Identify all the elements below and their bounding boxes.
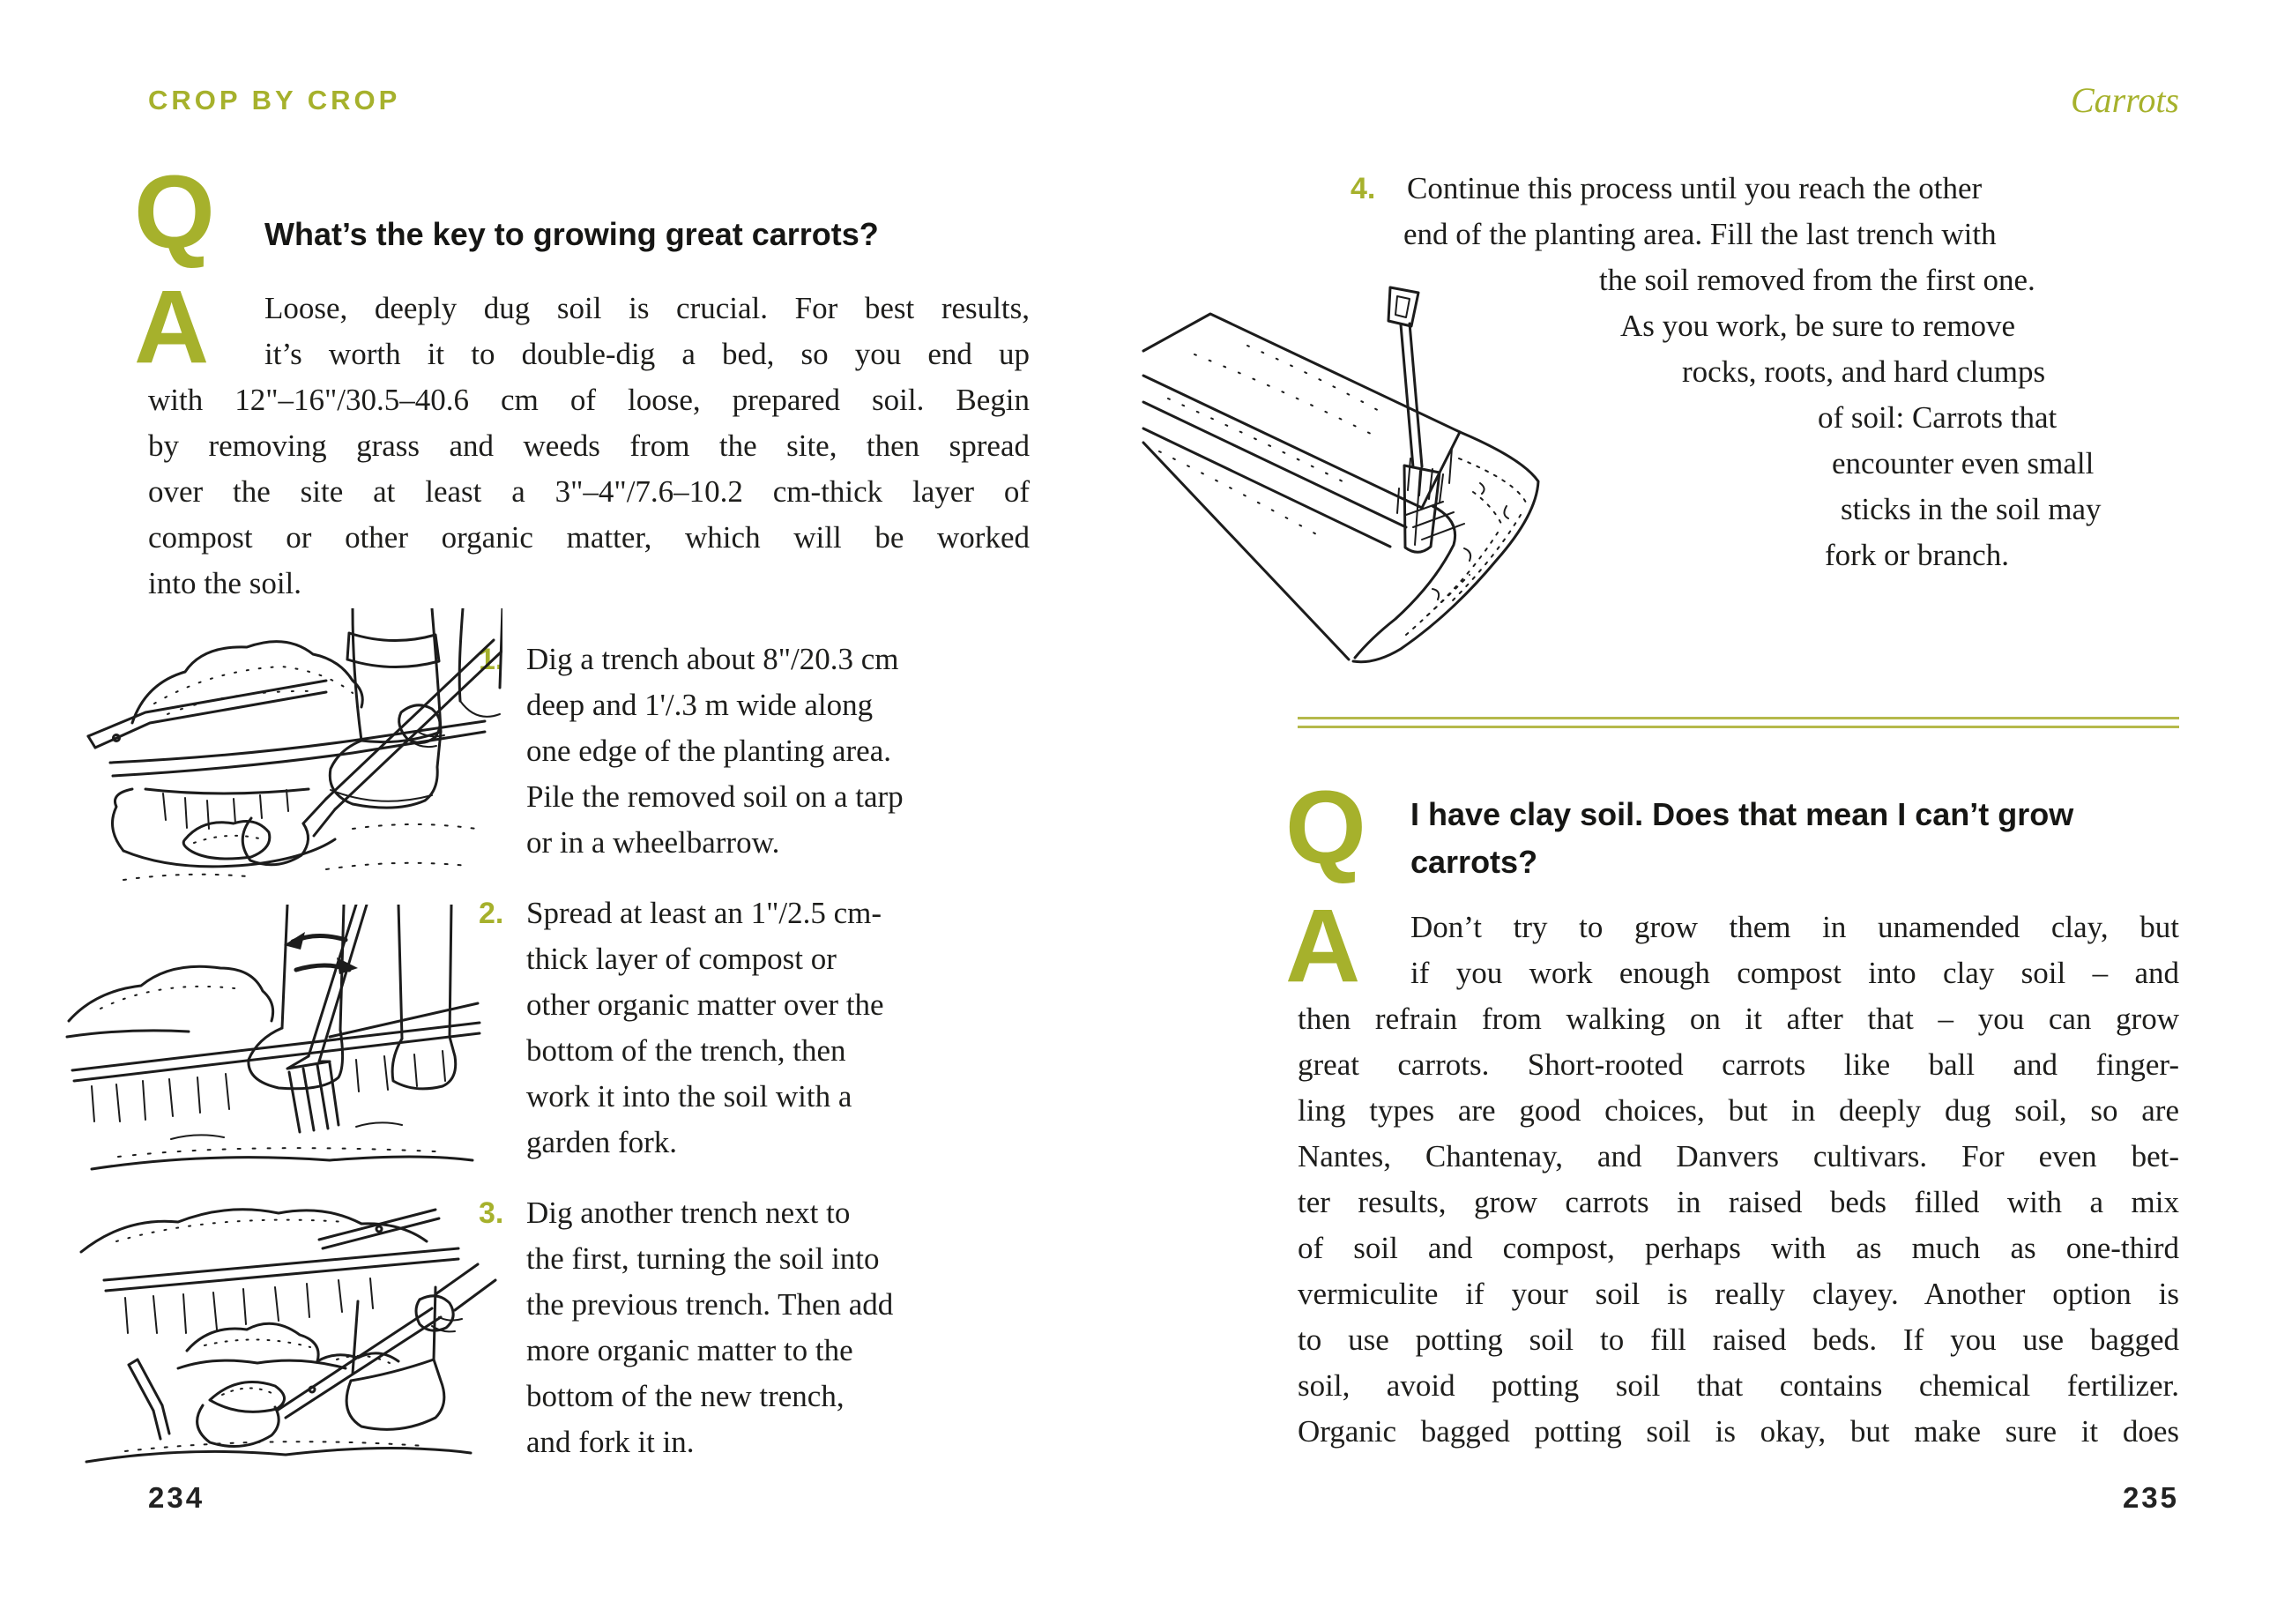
running-header-left: CROP BY CROP [148,85,401,115]
step-4-line: fork or branch. [1825,538,2009,572]
answer-line: if you work enough compost into clay soil – and [1410,956,2179,990]
step-line: and fork it in. [526,1425,695,1459]
running-header-right: Carrots [2070,80,2179,120]
answer-line: over the site at least a 3"–4"/7.6–10.2 cm-thick layer of [148,474,1030,509]
step-3-text [526,1190,988,1465]
page-number-right: 235 [2122,1481,2179,1514]
step-line: or in a wheelbarrow. [526,825,780,860]
answer-line: ling types are good choices, but in deeply dug soil, so are [1298,1093,2179,1128]
step-number-3: 3. [479,1196,504,1230]
step-number-1: 1. [479,643,504,676]
question-1: What’s the key to growing great carrots? [264,216,879,252]
question-line: I have clay soil. Does that mean I can’t grow [1410,796,2074,832]
trenched-bed-line-art [1142,284,1798,676]
step-1-text [526,637,988,866]
step-line: more organic matter to the [526,1333,853,1367]
step-line: the first, turning the soil into [526,1241,880,1276]
step-line: Dig another trench next to [526,1196,851,1230]
step-line: thick layer of compost or [526,942,837,976]
answer-line: great carrots. Short-rooted carrots like ball and finger- [1298,1047,2179,1082]
step-4-line: sticks in the soil may [1841,492,2102,526]
step-line: bottom of the new trench, [526,1379,845,1413]
answer-line: Nantes, Chantenay, and Danvers cultivars. For even bet- [1298,1139,2179,1173]
question-dropcap-q2: Q [1285,770,1366,886]
answer-line: into the soil. [148,566,302,600]
answer-line: compost or other organic matter, which will be worked [148,520,1030,555]
step-line: one edge of the planting area. [526,734,891,768]
step-2-text [526,890,988,1166]
question-dropcap-q1: Q [134,154,215,271]
question-2 [1410,791,2151,886]
illustration-turning-soil-with-shovel [55,1196,500,1483]
answer-line: to use potting soil to fill raised beds. If you use bagged [1298,1322,2179,1357]
digging-trench-line-art [62,608,502,899]
question-line: carrots? [1410,844,1538,880]
step-number-2: 2. [479,897,504,930]
step-4-line: rocks, roots, and hard clumps [1682,354,2046,389]
step-line: Spread at least an 1"/2.5 cm- [526,896,882,930]
step-line: Pile the removed soil on a tarp [526,779,904,814]
step-line: Dig a trench about 8"/20.3 cm [526,642,899,676]
answer-line: vermiculite if your soil is really clayey. Another option is [1298,1277,2179,1311]
step-4-line: Continue this process until you reach the other [1407,171,1983,205]
answer-line: Don’t try to grow them in unamended clay, but [1410,910,2179,944]
step-4-line: encounter even small [1832,446,2095,480]
answer-dropcap-a1: A [134,269,210,385]
step-line: garden fork. [526,1125,678,1159]
answer-dropcap-a2: A [1285,888,1361,1004]
step-number-4: 4. [1351,172,1376,205]
step-line: bottom of the trench, then [526,1033,846,1068]
step-4-line: end of the planting area. Fill the last trench with [1403,217,1997,251]
answer-line: soil, avoid potting soil that contains chemical fertilizer. [1298,1368,2179,1403]
answer-line: ter results, grow carrots in raised beds filled with a mix [1298,1185,2179,1219]
section-divider-rule [1298,717,2179,728]
step-4-line: As you work, be sure to remove [1620,309,2016,343]
step-4-line: of soil: Carrots that [1818,400,2058,435]
step-line: other organic matter over the [526,987,884,1022]
answer-line: it’s worth it to double-dig a bed, so you end up [264,337,1030,371]
step-line: the previous trench. Then add [526,1287,894,1322]
answer-1-indented-lines [264,286,1030,377]
answer-line: of soil and compost, perhaps with as much as one-third [1298,1231,2179,1265]
answer-1-full-lines [148,377,1030,607]
answer-line: Organic bagged potting soil is okay, but make sure it does [1298,1414,2179,1449]
step-4-line: the soil removed from the first one. [1599,263,2035,297]
step-line: work it into the soil with a [526,1079,852,1114]
answer-line: then refrain from walking on it after that – you can grow [1298,1002,2179,1036]
step-line: deep and 1'/.3 m wide along [526,688,874,722]
garden-fork-line-art [62,905,498,1191]
answer-2-full-lines [1298,996,2179,1455]
page-number-left: 234 [148,1481,205,1514]
illustration-digging-trench-with-shovel [62,608,502,899]
illustration-garden-fork-in-trench [62,905,498,1191]
answer-line: Loose, deeply dug soil is crucial. For best results, [264,291,1030,325]
illustration-bed-with-trench-and-spade [1142,284,1798,676]
answer-line: with 12"–16"/30.5–40.6 cm of loose, prepared soil. Begin [148,383,1030,417]
turning-soil-line-art [55,1196,500,1483]
answer-line: by removing grass and weeds from the site, then spread [148,428,1030,463]
answer-2-indented-lines [1410,905,2179,996]
